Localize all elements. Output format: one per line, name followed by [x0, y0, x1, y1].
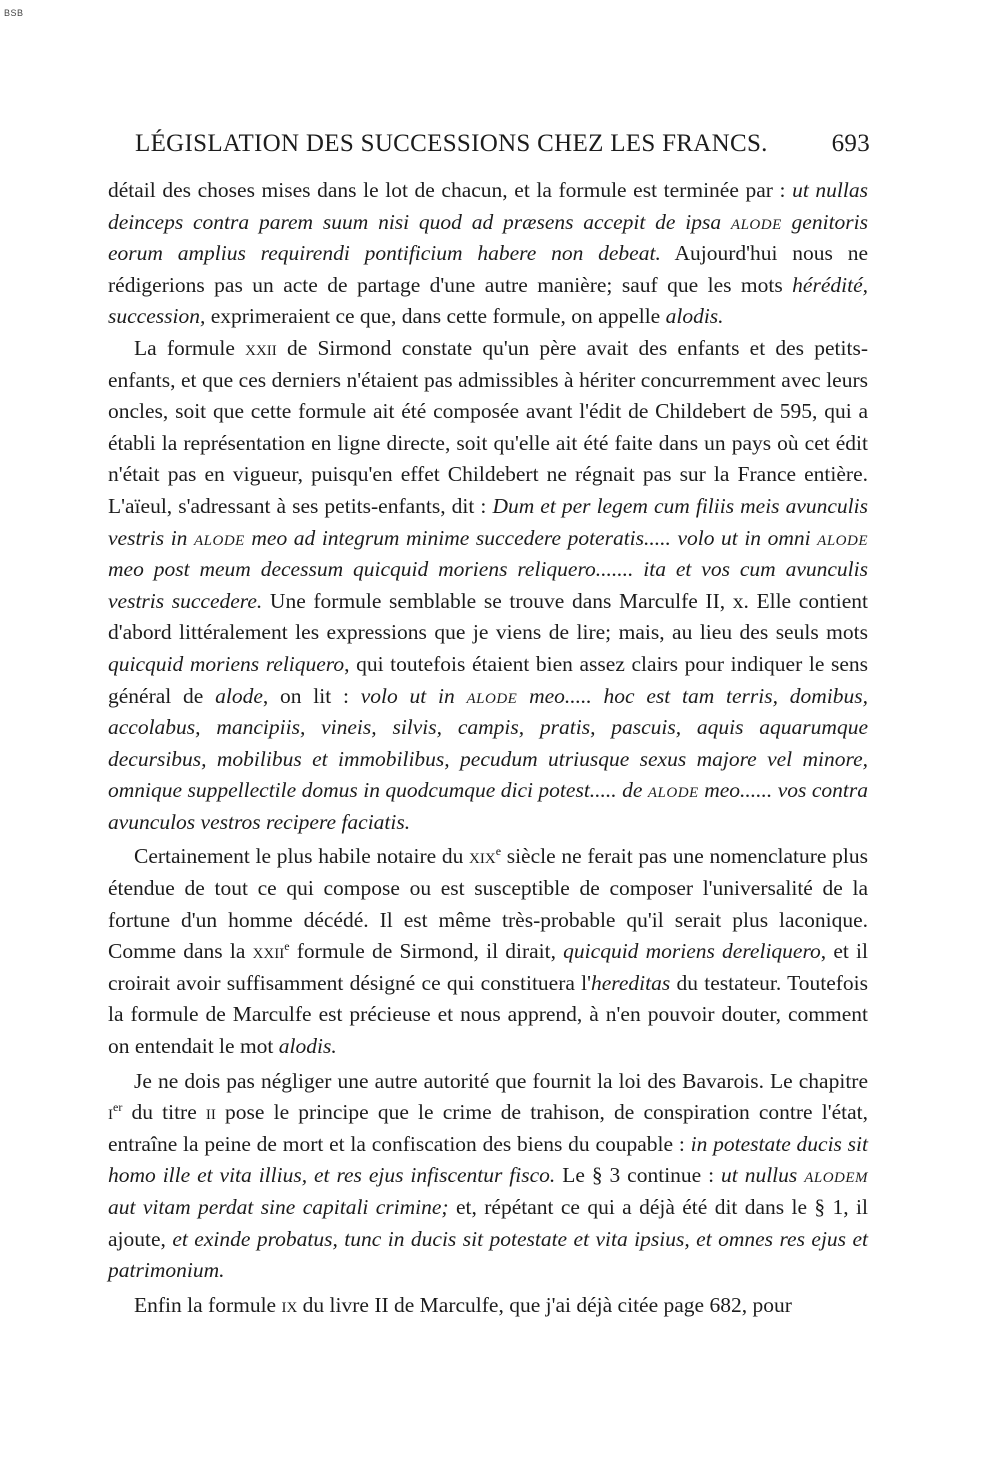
text-run: et, répétant ce qui a déjà été dit dans le § 1, il ajoute, [108, 1195, 869, 1251]
small-caps-term: alode [466, 683, 518, 708]
text-run: Enfin la formule [134, 1292, 282, 1317]
latin-quote: quicquid moriens reliquero [108, 651, 345, 676]
page-number: 693 [831, 130, 870, 157]
latin-quote: meo post meum decessum quicquid moriens reliquero....... ita et vos cum avunculis vestris succedere. [108, 557, 868, 613]
text-run: formule de Sirmond, il dirait, [289, 939, 564, 964]
text-run: , on lit : [262, 683, 361, 708]
small-caps-term: alode [817, 525, 868, 550]
italic-term: hereditas [591, 970, 671, 995]
paragraph-1 [108, 175, 868, 333]
latin-quote: volo ut in [360, 683, 467, 708]
latin-quote: ut nullas deinceps contra parem suum nisi quod ad præsens accepit de ipsa [108, 178, 868, 234]
latin-quote: genitoris eorum amplius requirendi pontificium habere non debeat. [108, 209, 868, 266]
text-run: du testateur. Toutefois la formule de Marculfe est précieuse et nous apprend, à n'en pouvoir douter, comment on entendait le mot [108, 970, 868, 1059]
text-run: Le § 3 continue : [555, 1163, 722, 1188]
paragraph-2 [108, 333, 868, 839]
latin-quote: meo...... vos contra avunculos vestros recipere faciatis. [108, 778, 868, 834]
roman-numeral: xxii [245, 335, 277, 360]
text-run: pose le principe que le crime de trahison, de conspiration contre l'état, entraîne la peine de mort et la confiscation des biens du coupable : [108, 1100, 868, 1156]
latin-quote: meo..... hoc est tam terris, domibus, accolabus, mancipiis, vineis, silvis, campis, pratis, pascuis, aquis aquarumque decursibus, mobilibus et immobilibus, pecudum utriusque sexus majore vel minore, omnique suppellectile domus in quodcumque dici potest..... de [108, 683, 868, 803]
paragraph-3 [108, 841, 868, 1062]
text-run: détail des choses mises dans le lot de chacun, et la formule est terminée par : [108, 178, 793, 202]
roman-numeral: xxii [252, 939, 285, 964]
superscript: er [113, 1100, 123, 1115]
text-run: exprimeraient ce que, dans cette formule, on appelle [205, 304, 666, 329]
latin-quote: quicquid moriens dereliquero [563, 939, 821, 964]
body-text [108, 175, 868, 1321]
small-caps-term: alode [193, 525, 245, 550]
latin-quote: Dum et per legem cum filiis meis avunculis vestris in [108, 493, 868, 550]
text-run: Une formule semblable se trouve dans Marculfe II, x. Elle contient d'abord littéralement les expressions que je viens de lire; mais, au lieu des seuls mots [108, 588, 868, 645]
text-run: du livre II de Marculfe, que j'ai déjà citée page 682, pour [297, 1292, 792, 1317]
text-run: , et il croirait avoir suffisamment désigné ce qui constituera l' [108, 939, 868, 995]
roman-numeral: ii [205, 1100, 216, 1125]
text-run: , qui toutefois étaient bien assez clairs pour indiquer le sens général de [108, 651, 868, 708]
superscript: e [284, 939, 290, 954]
library-stamp: BSB [4, 8, 24, 18]
superscript: e [495, 844, 502, 859]
latin-quote: aut vitam perdat sine capitali crimine; [108, 1195, 449, 1219]
italic-term: hérédité, succession, [108, 272, 868, 329]
latin-quote: meo ad integrum minime succedere poteratis..... volo ut in omni [244, 525, 818, 550]
latin-quote: in potestate ducis sit homo ille et vita illius, et res ejus infiscentur fisco. [108, 1131, 868, 1188]
text-run: Aujourd'hui nous ne rédigerions pas un acte de partage d'une autre manière; sauf que les mots [108, 241, 868, 297]
italic-term: alodis. [278, 1034, 337, 1059]
roman-numeral: xix [469, 844, 496, 869]
text-run: Certainement le plus habile notaire du [134, 844, 470, 869]
small-caps-term: alode [647, 778, 699, 803]
paragraph-4 [108, 1066, 868, 1287]
running-header [135, 130, 870, 158]
latin-quote: et exinde probatus, tunc in ducis sit potestate et vita ipsius, et omnes res ejus et patrimonium. [108, 1226, 868, 1283]
latin-quote: ut nullus [721, 1163, 805, 1188]
text-run: La formule [134, 335, 246, 360]
roman-numeral: ix [281, 1292, 298, 1317]
small-caps-term: alode [730, 209, 782, 234]
text-run: Je ne dois pas négliger une autre autorité que fournit la loi des Bavarois. Le chapitre [134, 1068, 868, 1093]
paragraph-5 [108, 1290, 868, 1322]
italic-term: alode [215, 683, 263, 708]
roman-numeral: i [108, 1100, 113, 1125]
text-run: siècle ne ferait pas une nomenclature plus étendue de tout ce qui compose ou est susceptible de composer l'universalité de la fortune d'un homme décédé. Il est même très-probable qu'il serait plus laconique. Comme dans la [108, 844, 868, 964]
italic-term: alodis. [665, 304, 724, 329]
text-run: de Sirmond constate qu'un père avait des enfants et des petits-enfants, et que ces derniers n'étaient pas admissibles à hériter concurremment avec leurs oncles, soit que cette formule ait été composée avant l'édit de Childebert de 595, qui a établi la représentation en ligne directe, soit qu'elle ait été faite dans un pays où cet édit n'était pas en vigueur, puisqu'en effet Childebert ne régnait pas sur la France entière. L'aïeul, s'adressant à ses petits-enfants, dit : [108, 335, 868, 518]
small-caps-term: alodem [804, 1163, 869, 1188]
text-run: du titre [122, 1100, 206, 1125]
header-title: LÉGISLATION DES SUCCESSIONS CHEZ LES FRANCS. [135, 130, 768, 157]
